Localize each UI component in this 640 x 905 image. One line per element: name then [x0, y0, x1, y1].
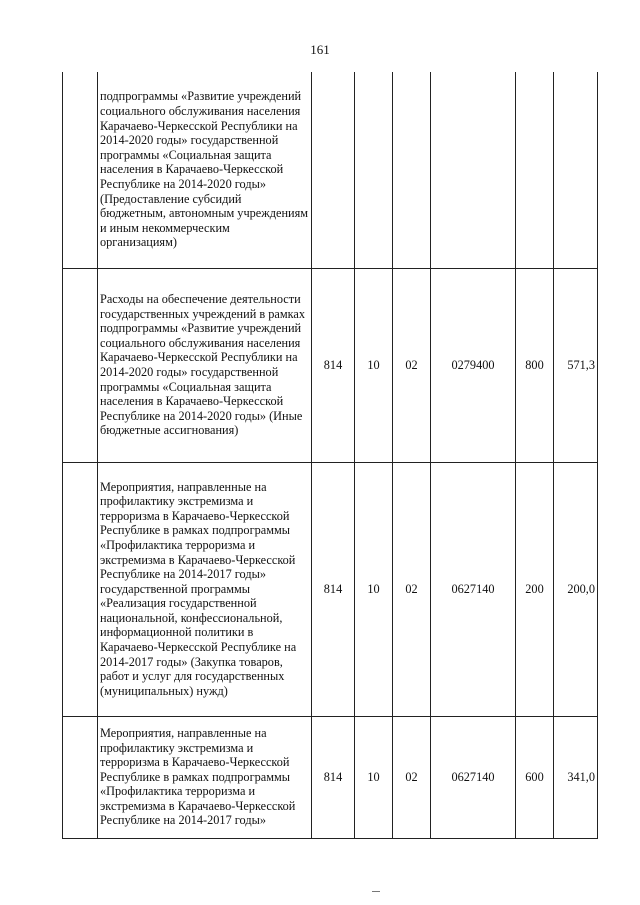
- target-code-cell: 0279400: [431, 268, 516, 462]
- expense-type-cell: 800: [516, 268, 554, 462]
- expense-name: Мероприятия, направленные на профилактику экстремизма и терроризма в Карачаево-Черкесской Республике в рамках подпрограммы «Профилактика терроризма и экстремизма в Карачаево-Черкесской Республике на 2014-2017 годы»: [100, 725, 296, 828]
- expense-name-cell: [98, 462, 312, 716]
- expense-name-cell: [98, 268, 312, 462]
- expense-name: Мероприятия, направленные на профилактику экстремизма и терроризма в Карачаево-Черкесской Республике в рамках подпрограммы «Профилактика терроризма и экстремизма в Карачаево-Черкесской Республике на 2014-2017 годы» государственной программы «Реализация государственной национальной, конфессиональной, информационной политики в Карачаево-Черкесской Республике на 2014-2017 годы» (Закупка товаров, работ и услуг для государственных (муниципальных) нужд): [100, 479, 297, 698]
- ministry-code-cell: 814: [312, 462, 355, 716]
- expense-type-cell: [516, 72, 554, 268]
- row-number-cell: [63, 462, 98, 716]
- subsection-code-cell: 02: [393, 268, 431, 462]
- scan-speck: [372, 891, 380, 892]
- subsection-code-cell: 02: [393, 462, 431, 716]
- table-row: [63, 716, 598, 838]
- subsection-code-cell: 02: [393, 716, 431, 838]
- table-row: [63, 462, 598, 716]
- section-code-cell: 10: [355, 462, 393, 716]
- expense-name: подпрограммы «Развитие учреждений социального обслуживания населения Карачаево-Черкесской Республики на 2014-2020 годы» государственной программы «Социальная защита населения в Карачаево-Черкесской Республике на 2014-2020 годы» (Предоставление субсидий бюджетным, автономным учреждениям и иным некоммерческим организациям): [100, 89, 309, 250]
- expense-name: Расходы на обеспечение деятельности государственных учреждений в рамках подпрограммы «Развитие учреждений социального обслуживания населения Карачаево-Черкесской Республики на 2014-2020 годы» государственной программы «Социальная защита населения в Карачаево-Черкесской Республике на 2014-2020 годы» (Иные бюджетные ассигнования): [100, 292, 306, 438]
- expense-type-cell: 600: [516, 716, 554, 838]
- sum-cell: [554, 72, 598, 268]
- target-code-cell: 0627140: [431, 462, 516, 716]
- ministry-code-cell: 814: [312, 716, 355, 838]
- budget-table: [62, 72, 598, 839]
- table-row: [63, 268, 598, 462]
- table-row: [63, 72, 598, 268]
- sum-cell: 341,0: [554, 716, 598, 838]
- row-number-cell: [63, 716, 98, 838]
- target-code-cell: 0627140: [431, 716, 516, 838]
- sum-cell: 571,3: [554, 268, 598, 462]
- row-number-cell: [63, 268, 98, 462]
- ministry-code-cell: 814: [312, 268, 355, 462]
- section-code-cell: 10: [355, 716, 393, 838]
- section-code-cell: [355, 72, 393, 268]
- expense-name-cell: [98, 72, 312, 268]
- target-code-cell: [431, 72, 516, 268]
- expense-type-cell: 200: [516, 462, 554, 716]
- section-code-cell: 10: [355, 268, 393, 462]
- ministry-code-cell: [312, 72, 355, 268]
- expense-name-cell: [98, 716, 312, 838]
- row-number-cell: [63, 72, 98, 268]
- subsection-code-cell: [393, 72, 431, 268]
- sum-cell: 200,0: [554, 462, 598, 716]
- page-number: 161: [310, 42, 330, 57]
